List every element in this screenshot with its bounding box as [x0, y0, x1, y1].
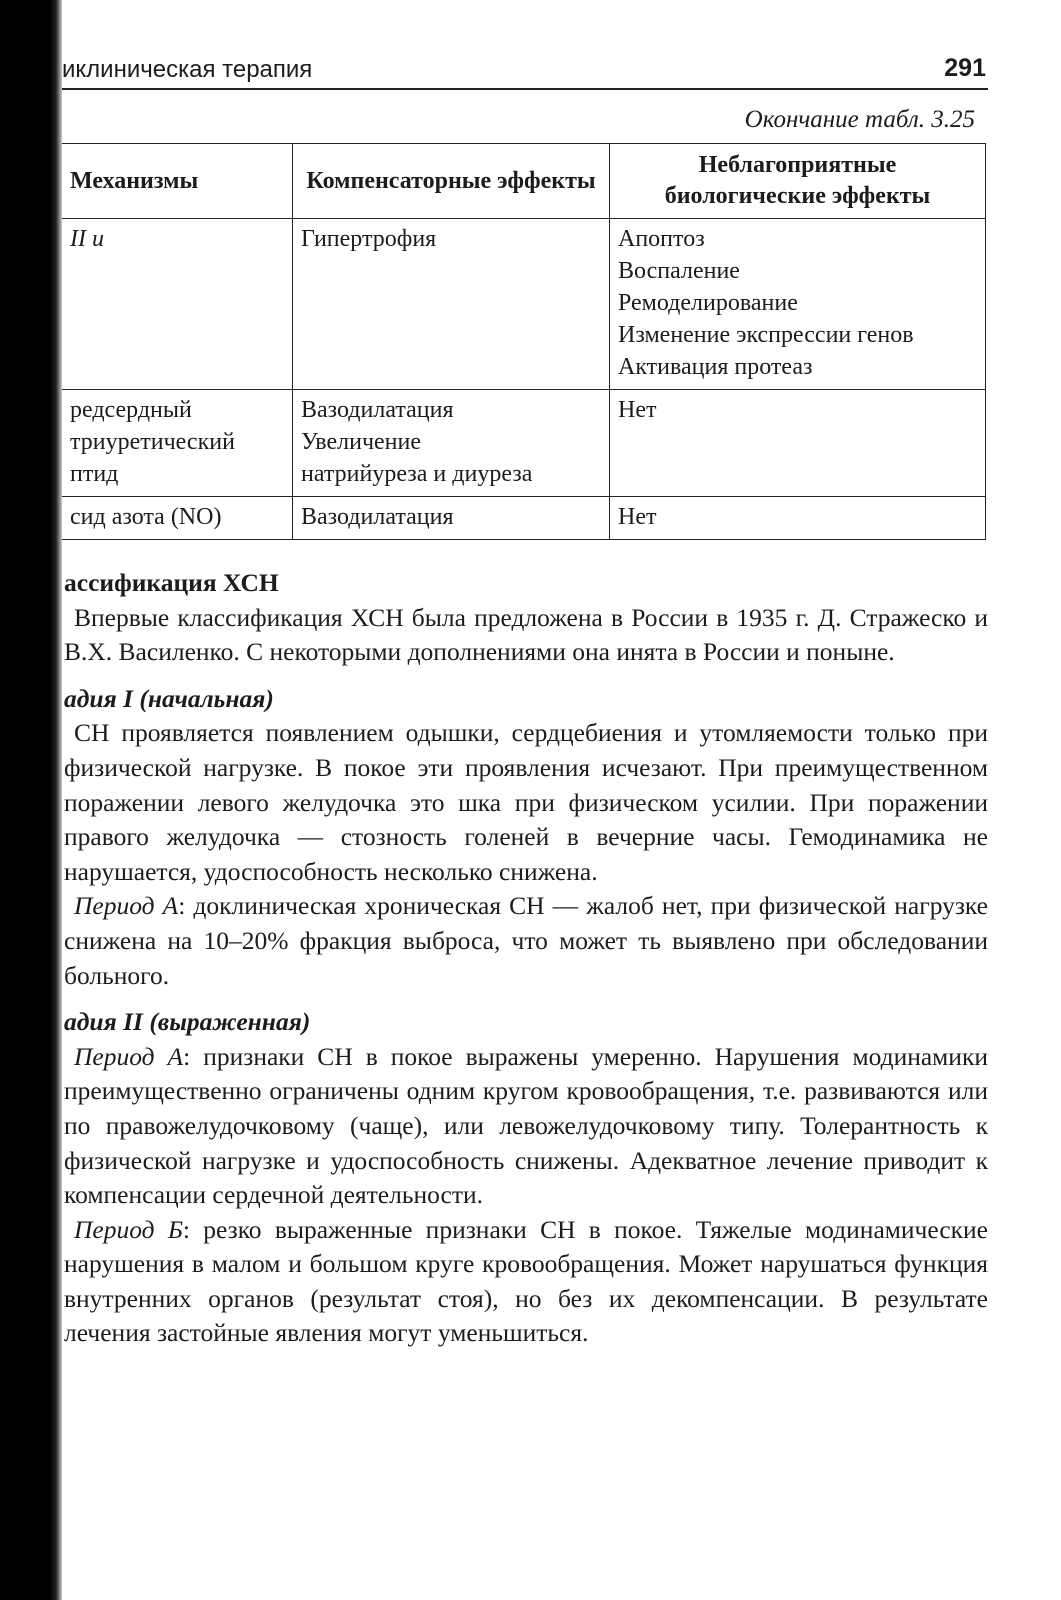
cell-adverse	[610, 219, 986, 390]
period-a-label: Период А	[74, 891, 179, 921]
cell-mechanism	[62, 390, 293, 497]
mechanisms-table	[62, 143, 986, 540]
cell-line: Вазодилатация	[301, 397, 454, 423]
cell-adverse	[610, 497, 986, 540]
period-a-text: : признаки СН в покое выражены умеренно. Нарушения модинамики преимущественно ограничены одним кругом кровообращения, т.е. развиваются или по правожелудочковому (чаще), или левожелудочковому типу. Толерантность к физической нагрузке и удоспособность снижены. Адекватное лечение приводит к компенсации сердечной деятельности.	[64, 1041, 988, 1210]
period-b-label: Период Б	[74, 1214, 183, 1244]
header-compensatory: Компенсаторные эффекты	[293, 144, 610, 219]
cell-compensatory	[293, 497, 610, 540]
cell-line: II и	[70, 226, 104, 252]
period-a-text: : доклиническая хроническая СН — жалоб нет, при физической нагрузке снижена на 10–20% фракция выброса, что может ть выявлено при обследовании больного.	[64, 891, 988, 990]
cell-line: птид	[70, 461, 119, 487]
header-adverse: Неблагоприятные биологические эффекты	[610, 144, 986, 219]
stage-2-period-b	[64, 1213, 988, 1351]
period-a-label: Период А	[74, 1041, 184, 1071]
table-header-row	[62, 144, 986, 219]
cell-line: натрийуреза и диуреза	[301, 461, 533, 487]
page-number: 291	[944, 54, 986, 82]
cell-line: Гипертрофия	[301, 226, 437, 252]
cell-line: Увеличение	[301, 429, 422, 455]
cell-mechanism	[62, 497, 293, 540]
cell-line: триуретический	[70, 429, 235, 455]
cell-line: Изменение экспрессии генов	[618, 322, 914, 348]
stage-1-heading: адия I (начальная)	[64, 683, 274, 713]
cell-compensatory	[293, 219, 610, 390]
period-b-text: : резко выраженные признаки СН в покое. Тяжелые модинамические нарушения в малом и большом круге кровообращения. Может нарушаться функция внутренних органов (результат стоя), но без их декомпенсации. В результате лечения застойные явления могут уменьшиться.	[64, 1214, 988, 1348]
table-caption: Окончание табл. 3.25	[744, 106, 975, 133]
cell-line: Апоптоз	[618, 226, 705, 252]
cell-adverse	[610, 390, 986, 497]
table-row	[62, 497, 986, 540]
cell-line: Нет	[618, 397, 657, 423]
section-title: ассификация ХСН	[64, 568, 279, 597]
header-mechanisms: Механизмы	[62, 144, 293, 219]
cell-line: Нет	[618, 504, 657, 530]
cell-compensatory	[293, 390, 610, 497]
cell-line: редсердный	[70, 397, 192, 423]
stage-1-period-a	[64, 889, 988, 993]
cell-line: Вазодилатация	[301, 504, 454, 530]
cell-mechanism	[62, 219, 293, 390]
stage-1-text: СН проявляется появлением одышки, сердцебиения и утомляемости только при физической нагрузке. В покое эти проявления исчезают. При преимущественном поражении левого желудочка это шка при физическом усилии. При поражении правого желудочка — стозность голеней в вечерние часы. Гемодинамика не нарушается, удоспособность несколько снижена.	[64, 718, 988, 886]
cell-line: сид азота (NO)	[70, 504, 222, 530]
running-title: иклиническая терапия	[62, 56, 313, 83]
cell-line: Воспаление	[618, 258, 740, 284]
cell-line: Ремоделирование	[618, 290, 798, 316]
cell-line: Активация протеаз	[618, 354, 813, 380]
page-header	[62, 52, 988, 90]
stage-2-period-a	[64, 1040, 988, 1213]
page-body	[64, 566, 988, 1351]
intro-paragraph: Впервые классификация ХСН была предложена в России в 1935 г. Д. Стражеско и В.Х. Василенко. С некоторыми дополнениями она инята в России и поныне.	[64, 602, 988, 667]
stage-2-heading: адия II (выраженная)	[64, 1007, 311, 1037]
table-row	[62, 390, 986, 497]
table-row	[62, 219, 986, 390]
book-spine-shadow	[0, 0, 62, 1600]
